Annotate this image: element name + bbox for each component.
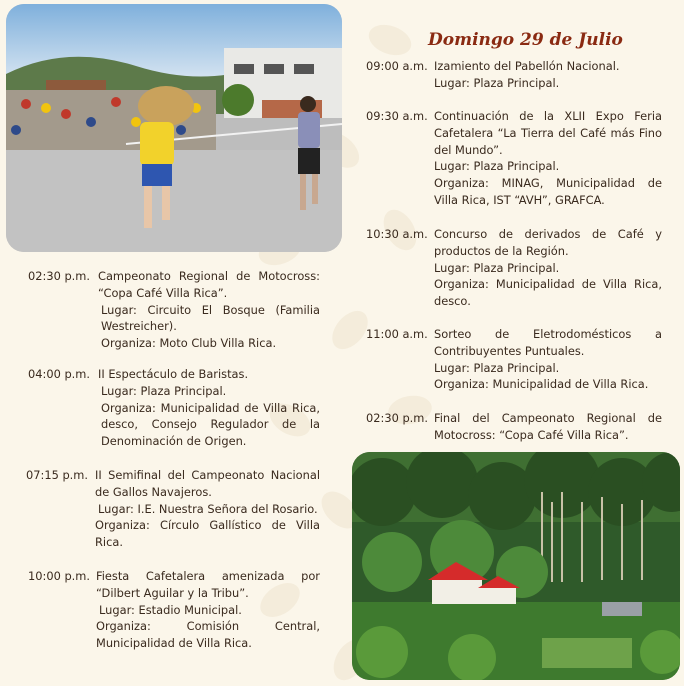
event-time: 10:30 a.m. (366, 227, 428, 241)
event-time: 09:30 a.m. (366, 109, 428, 123)
event-time: 04:00 p.m. (28, 367, 91, 381)
event-place: Lugar: Plaza Principal. (434, 360, 560, 375)
event-title: Campeonato Regional de Motocross: “Copa Café Villa Rica”. (98, 269, 320, 300)
event-place: Lugar: Plaza Principal. (434, 260, 560, 275)
event-organizer: Organiza: Municipalidad de Villa Rica, desco, Consejo Regulador de la Denominación de Origen. (101, 400, 320, 449)
day-header: Domingo 29 de Julio (428, 30, 623, 50)
event-title: Continuación de la XLII Expo Feria Cafetalera “La Tierra del Café más Fino del Mundo”. (434, 109, 662, 157)
event-time: 11:00 a.m. (366, 327, 428, 341)
event-place: Lugar: Estadio Municipal. (99, 602, 242, 617)
event-time: 02:30 p.m. (28, 269, 91, 283)
event-time: 10:00 p.m. (28, 569, 91, 583)
event-title: Concurso de derivados de Café y productos de la Región. (434, 227, 662, 258)
event-organizer: Organiza: MINAG, Municipalidad de Villa Rica, IST “AVH”, GRAFCA. (434, 176, 662, 207)
event-organizer: Organiza: Municipalidad de Villa Rica, desco. (434, 277, 662, 309)
event-organizer: Organiza: Comisión Central, Municipalidad de Villa Rica. (96, 619, 320, 651)
event-title: II Espectáculo de Baristas. (98, 367, 249, 381)
event-title: Izamiento del Pabellón Nacional. (434, 59, 620, 73)
event-place: Lugar: Plaza Principal. (434, 75, 560, 90)
event-time: 02:30 p.m. (366, 411, 429, 425)
photo-coffee-sack-race (6, 4, 342, 252)
event-organizer: Organiza: Municipalidad de Villa Rica. (434, 377, 649, 392)
event-title: Final del Campeonato Regional de Motocross: “Copa Café Villa Rica”. (434, 411, 662, 442)
event-place: Lugar: I.E. Nuestra Señora del Rosario. (98, 501, 318, 516)
event-title: Fiesta Cafetalera amenizada por “Dilbert Aguilar y la Tribu”. (96, 569, 320, 600)
event-place: Lugar: Circuito El Bosque (Familia Westreicher). (101, 302, 320, 334)
event-title: Sorteo de Eletrodomésticos a Contribuyentes Puntuales. (434, 327, 662, 358)
event-place: Lugar: Plaza Principal. (101, 383, 227, 398)
event-organizer: Organiza: Círculo Gallístico de Villa Rica. (95, 518, 320, 550)
event-place: Lugar: Plaza Principal. (434, 159, 560, 174)
photo-forest-house (352, 452, 680, 680)
event-title: II Semifinal del Campeonato Nacional de Gallos Navajeros. (95, 468, 320, 499)
event-time: 09:00 a.m. (366, 59, 428, 73)
event-organizer: Organiza: Moto Club Villa Rica. (101, 336, 277, 351)
event-time: 07:15 p.m. (26, 468, 89, 482)
